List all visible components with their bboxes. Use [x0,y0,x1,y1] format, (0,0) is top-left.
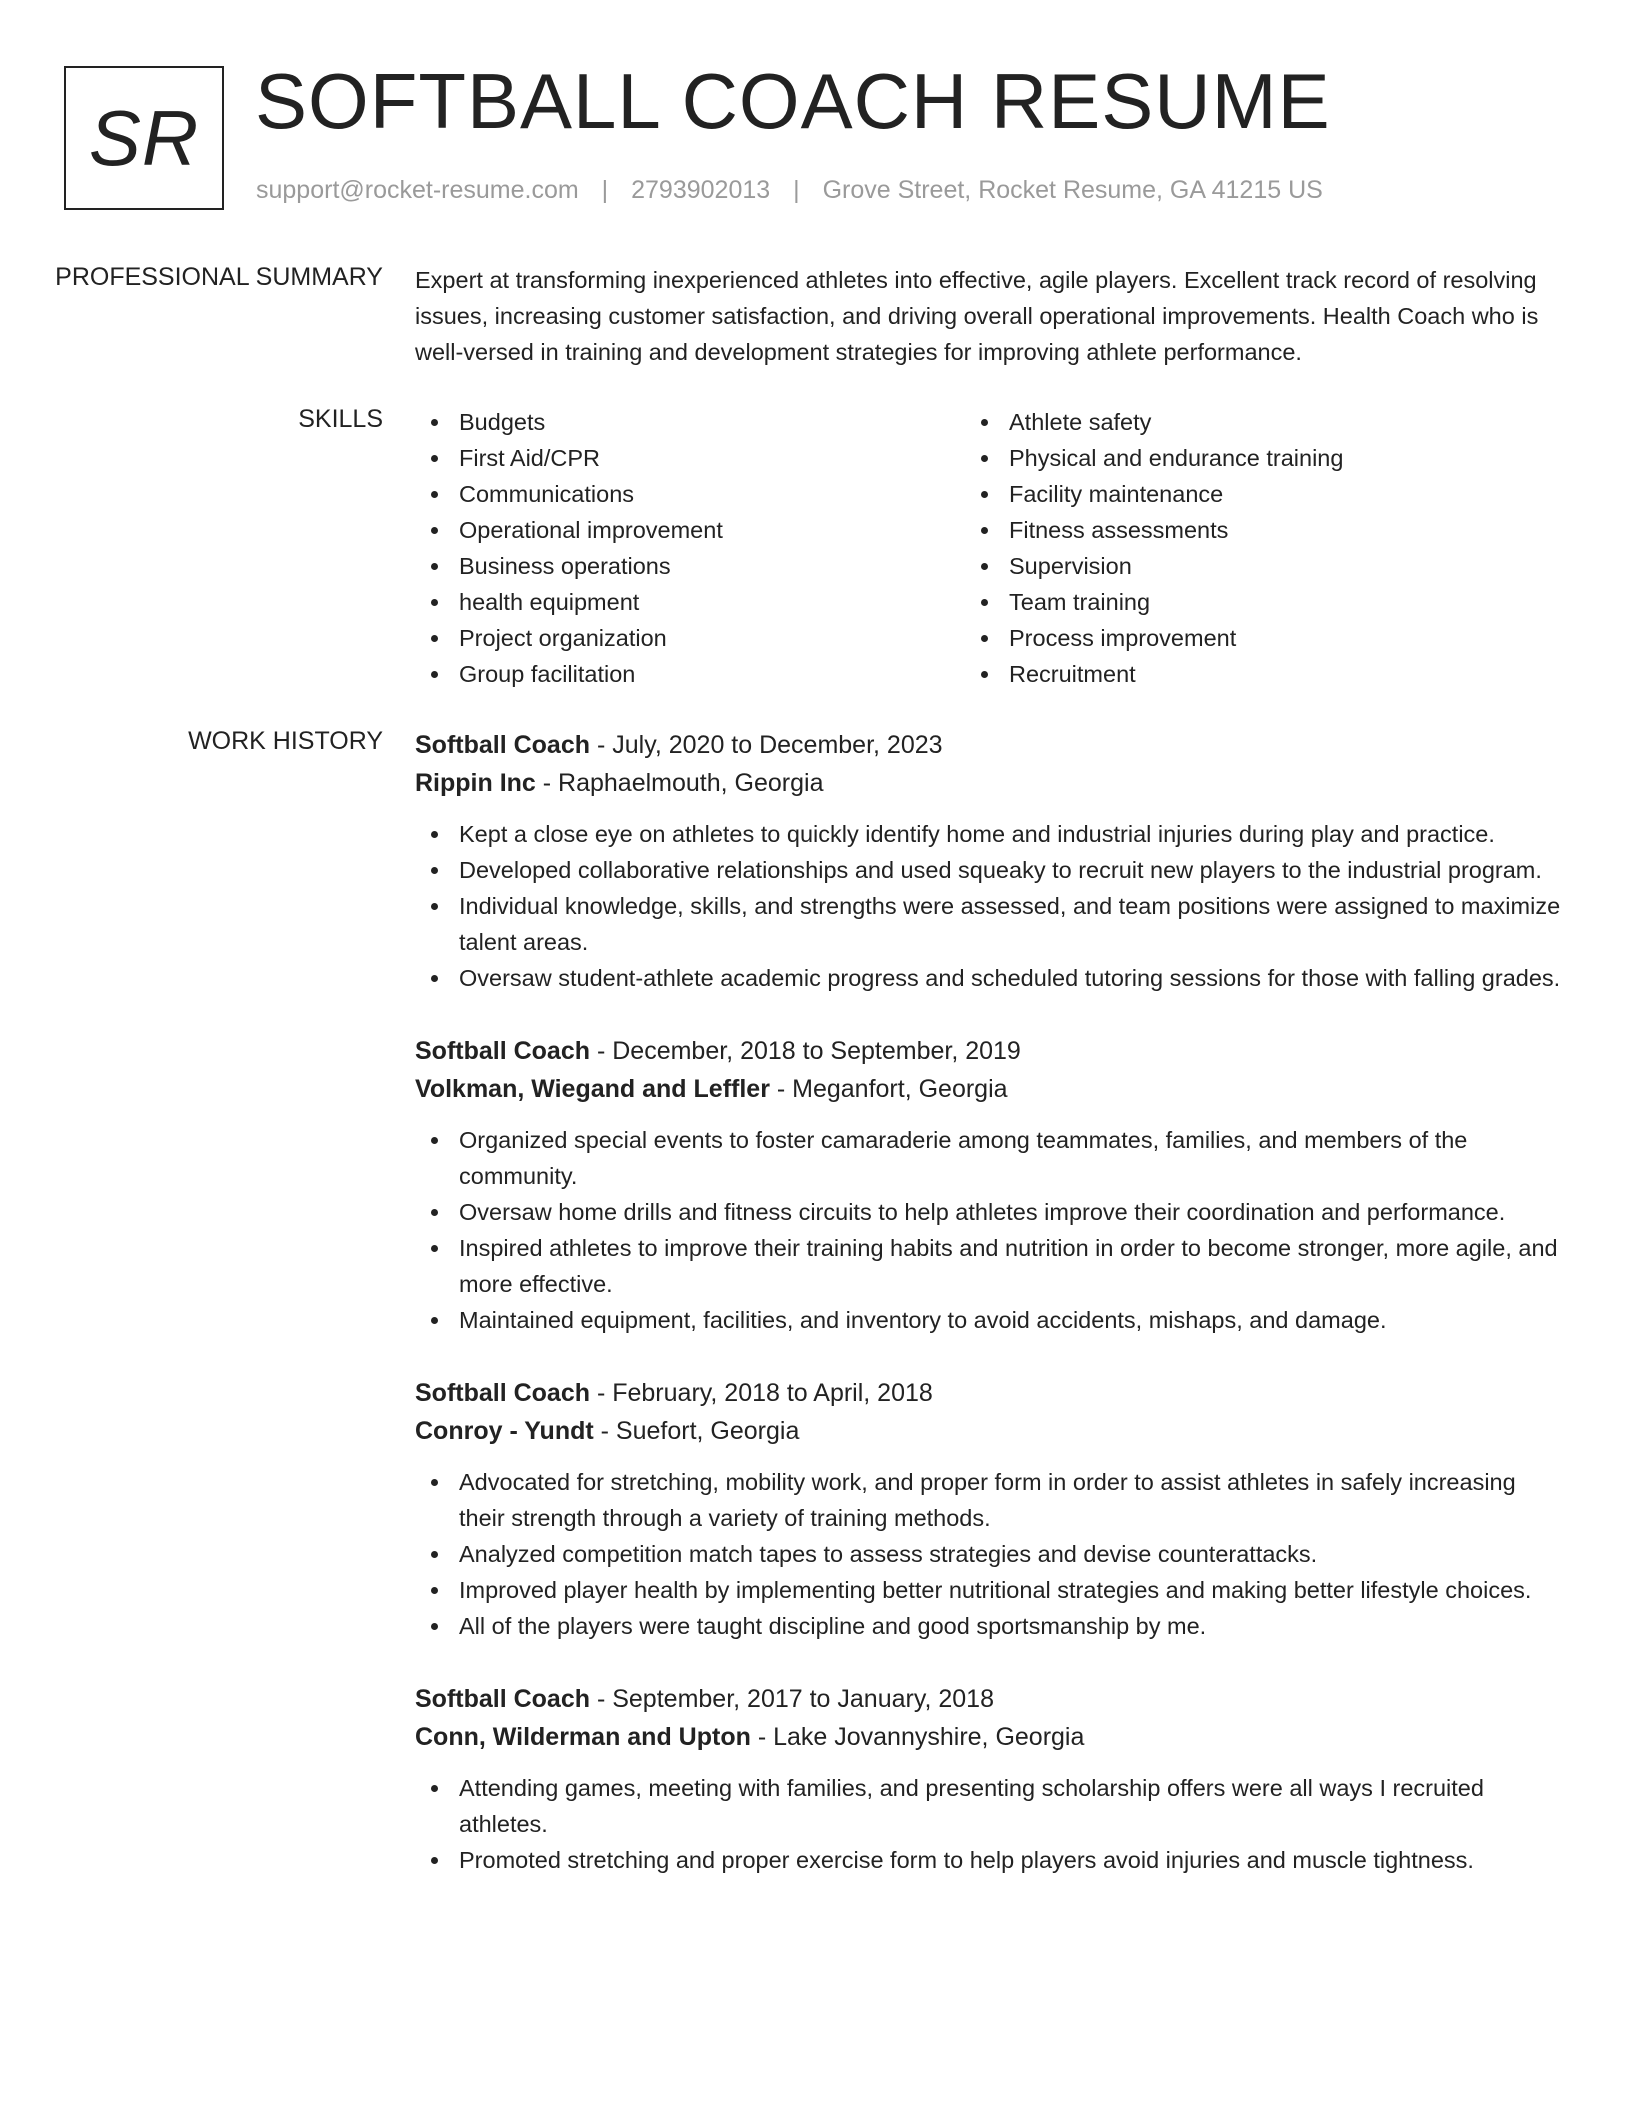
job-bullet: Organized special events to foster camaraderie among teammates, families, and members of the community. [415,1122,1565,1194]
contact-line [256,176,1323,205]
monogram-initials: SR [88,93,200,182]
job-title-line [415,1032,1565,1070]
resume-title: SOFTBALL COACH RESUME [255,57,1331,145]
skill-item: First Aid/CPR [415,440,965,476]
skill-item: health equipment [415,584,965,620]
skills-grid [415,404,1565,692]
skills-column-right [965,404,1515,692]
skill-item: Team training [965,584,1515,620]
job-dates: - February, 2018 to April, 2018 [590,1379,933,1407]
job-title-line [415,1374,1565,1412]
job-title-line [415,1680,1565,1718]
job-entry [415,1680,1565,1878]
skill-item: Supervision [965,548,1515,584]
skills-section [0,404,1632,692]
contact-address: Grove Street, Rocket Resume, GA 41215 US [822,176,1323,204]
job-bullet: Promoted stretching and proper exercise form to help players avoid injuries and muscle tightness. [415,1842,1565,1878]
job-company-line [415,764,1565,802]
monogram-logo [64,66,224,210]
job-bullet: Individual knowledge, skills, and strengths were assessed, and team positions were assigned to maximize talent areas. [415,888,1565,960]
job-dates: - September, 2017 to January, 2018 [590,1685,994,1713]
job-bullet: Improved player health by implementing better nutritional strategies and making better lifestyle choices. [415,1572,1565,1608]
job-bullets [415,1770,1565,1878]
job-company-line [415,1070,1565,1108]
job-title: Softball Coach [415,1037,591,1065]
job-bullet: Attending games, meeting with families, and presenting scholarship offers were all ways I recruited athletes. [415,1770,1565,1842]
skill-item: Facility maintenance [965,476,1515,512]
job-bullet: Analyzed competition match tapes to assess strategies and devise counterattacks. [415,1536,1565,1572]
job-location: - Suefort, Georgia [593,1417,800,1445]
job-bullet: Kept a close eye on athletes to quickly identify home and industrial injuries during play and practice. [415,816,1565,852]
skill-item: Athlete safety [965,404,1515,440]
contact-separator: | [601,176,609,204]
job-location: - Meganfort, Georgia [769,1075,1008,1103]
job-location: - Lake Jovannyshire, Georgia [750,1723,1085,1751]
job-title: Softball Coach [415,731,591,759]
job-dates: - July, 2020 to December, 2023 [590,731,943,759]
section-label-skills: SKILLS [298,405,383,433]
skill-item: Project organization [415,620,965,656]
skill-item: Fitness assessments [965,512,1515,548]
job-location: - Raphaelmouth, Georgia [535,769,824,797]
job-bullets [415,1464,1565,1644]
job-bullet: Advocated for stretching, mobility work, and proper form in order to assist athletes in safely increasing their strength through a variety of training methods. [415,1464,1565,1536]
job-company: Conroy - Yundt [415,1417,594,1445]
job-title-line [415,726,1565,764]
job-bullet: Maintained equipment, facilities, and inventory to avoid accidents, mishaps, and damage. [415,1302,1565,1338]
job-bullet: Developed collaborative relationships and used squeaky to recruit new players to the industrial program. [415,852,1565,888]
work-history-section [0,726,1632,1914]
skills-column-left [415,404,965,692]
job-bullet: Oversaw student-athlete academic progress and scheduled tutoring sessions for those with falling grades. [415,960,1565,996]
job-company-line [415,1412,1565,1450]
job-title: Softball Coach [415,1685,591,1713]
job-entry [415,1032,1565,1338]
job-company: Volkman, Wiegand and Leffler [415,1075,770,1103]
job-title: Softball Coach [415,1379,591,1407]
contact-separator: | [793,176,800,204]
job-dates: - December, 2018 to September, 2019 [590,1037,1021,1065]
professional-summary-section [0,262,1632,370]
job-company: Rippin Inc [415,769,536,797]
job-company-line [415,1718,1565,1756]
skill-item: Process improvement [965,620,1515,656]
job-bullet: Inspired athletes to improve their training habits and nutrition in order to become stronger, more agile, and more effective. [415,1230,1565,1302]
job-bullets [415,1122,1565,1338]
job-company: Conn, Wilderman and Upton [415,1723,751,1751]
job-bullet: All of the players were taught discipline and good sportsmanship by me. [415,1608,1565,1644]
contact-email[interactable]: support@rocket-resume.com [256,176,579,204]
resume-content [0,262,1632,1948]
summary-text: Expert at transforming inexperienced athletes into effective, agile players. Excellent track record of resolving issues, increasing customer satisfaction, and driving overall operational improvements. Health Coach who is well-versed in training and development strategies for improving athlete performance. [415,267,1539,365]
contact-phone[interactable]: 2793902013 [631,176,771,204]
work-history-body [415,726,1565,1914]
job-entry [415,726,1565,996]
section-label-summary: PROFESSIONAL SUMMARY [55,263,383,291]
skill-item: Physical and endurance training [965,440,1515,476]
job-bullets [415,816,1565,996]
skill-item: Group facilitation [415,656,965,692]
skill-item: Communications [415,476,965,512]
job-bullet: Oversaw home drills and fitness circuits to help athletes improve their coordination and performance. [415,1194,1565,1230]
section-label-work-history: WORK HISTORY [188,727,383,755]
skill-item: Budgets [415,404,965,440]
skill-item: Business operations [415,548,965,584]
job-entry [415,1374,1565,1644]
skill-item: Operational improvement [415,512,965,548]
skill-item: Recruitment [965,656,1515,692]
